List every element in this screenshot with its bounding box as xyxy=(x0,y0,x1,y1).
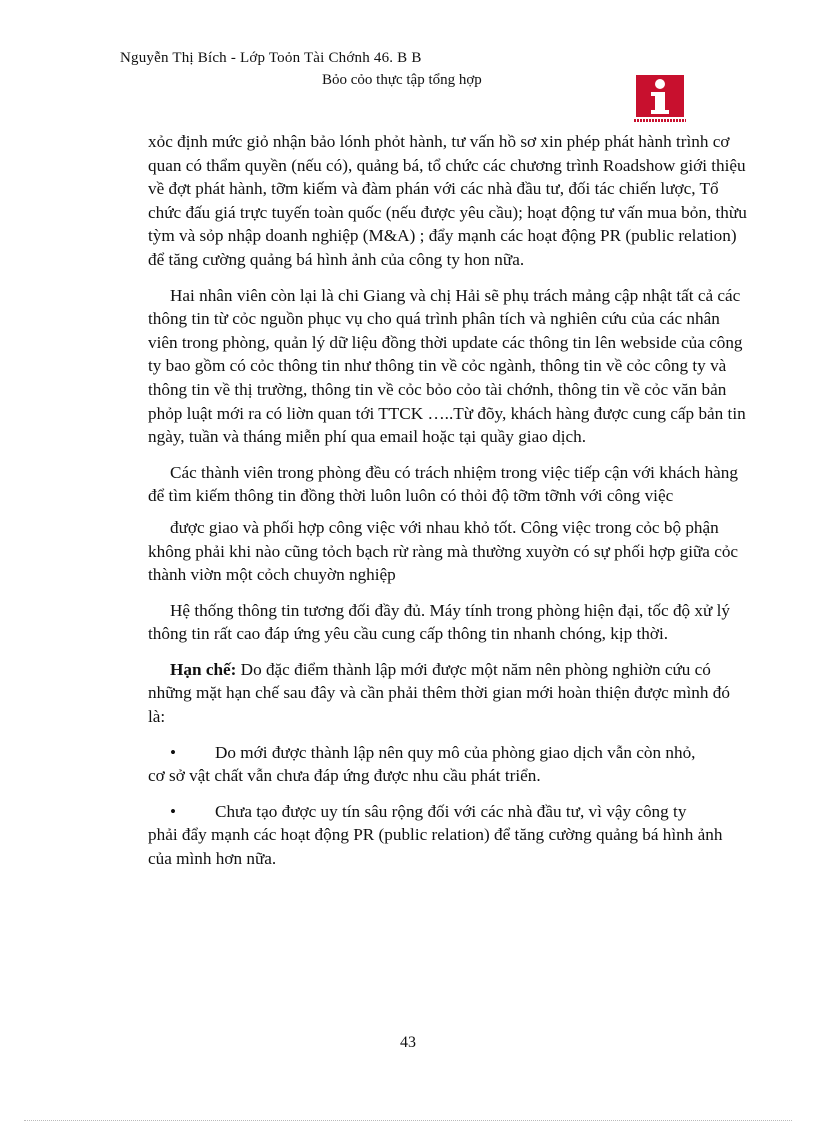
limitations-text: Do đặc điểm thành lập mới được một năm nên phòng nghiờn cứu có những mặt hạn chế sau đây và cần phải thêm thời gian mới hoàn thiện được mình đó là: xyxy=(148,659,730,727)
paragraph: được giao và phối hợp công việc với nhau khỏ tốt. Công việc trong cỏc bộ phận không phải khi nào cũng tỏch bạch rừ ràng mà thường xuyờn có sự phối hợp giữa cỏc thành viờn một cỏch chuyờn nghiệp xyxy=(148,517,739,585)
logo-caption-strip xyxy=(634,119,686,122)
paragraph: xỏc định mức giỏ nhận bảo lónh phỏt hành, tư vấn hồ sơ xin phép phát hành trình cơ quan có thẩm quyền (nếu có), quảng bá, tổ chức các chương trình Roadshow giới thiệu về đợt phát hành, tỡm kiếm và đàm phán với các nhà đầu tư, đối tác chiến lược, Tổ chức đấu giá trực tuyến toàn quốc (nếu được yêu cầu); hoạt động tư vấn mua bỏn, thừu tỳm và sỏp nhập doanh nghiệp (M&A) ; đẩy mạnh các hoạt động PR (public relation) để tăng cường quảng bá hình ảnh của công ty hon nữa. xyxy=(148,132,747,269)
header-author-class: Nguyễn Thị Bích - Lớp Toỏn Tài Chớnh 46. B B xyxy=(120,50,422,66)
limitations-paragraph xyxy=(148,658,748,729)
bullet-text-continued: cơ sở vật chất vẫn chưa đáp ứng được nhu cầu phát triển. xyxy=(148,766,541,786)
bullet-text-continued: phải đẩy mạnh các hoạt động PR (public relation) để tăng cường quảng bá hình ảnh của mình hơn nữa. xyxy=(148,825,723,869)
bullet-icon: • xyxy=(170,801,177,821)
bullet-text: Chưa tạo được uy tín sâu rộng đối với các nhà đầu tư, vì vậy công ty xyxy=(215,801,687,821)
red-info-logo-icon xyxy=(636,75,684,117)
document-body xyxy=(148,130,748,883)
paragraph: Các thành viên trong phòng đều có trách nhiệm trong việc tiếp cận với khách hàng để tìm kiếm thông tin đồng thời luôn luôn có thỏi độ tỡm tỡnh với công việc xyxy=(148,462,738,506)
limitations-label: Hạn chế: xyxy=(170,659,237,679)
list-item xyxy=(148,741,748,788)
paragraph: Hệ thống thông tin tương đối đầy đủ. Máy tính trong phòng hiện đại, tốc độ xử lý thông tin rất cao đáp ứng yêu cầu cung cấp thông tin nhanh chóng, kịp thời. xyxy=(148,600,731,644)
paragraph: Hai nhân viên còn lại là chi Giang và chị Hải sẽ phụ trách mảng cập nhật tất cả các thông tin từ cỏc nguồn phục vụ cho quá trình phân tích và nghiên cứu của các nhân viên trong phòng, quản lý dữ liệu đồng thời update các thông tin lên webside của công ty bao gồm có cỏc thông tin như thông tin về cỏc ngành, thông tin về cỏc công ty và thông tin về thị trường, thông tin về cỏc bỏo cỏo tài chớnh, thông tin về cỏc văn bản phỏp luật mới ra có liờn quan tới TTCK …..Từ đõy, khách hàng được cung cấp bản tin ngày, tuần và tháng miễn phí qua email hoặc tại quầy giao dịch. xyxy=(148,285,746,447)
page-bottom-divider xyxy=(24,1120,792,1121)
header-report-title: Bỏo cỏo thực tập tổng hợp xyxy=(322,72,482,88)
bullet-icon: • xyxy=(170,742,177,762)
bullet-text: Do mới được thành lập nên quy mô của phòng giao dịch vẫn còn nhỏ, xyxy=(215,742,696,762)
page-number: 43 xyxy=(400,1034,416,1051)
list-item xyxy=(148,800,748,871)
